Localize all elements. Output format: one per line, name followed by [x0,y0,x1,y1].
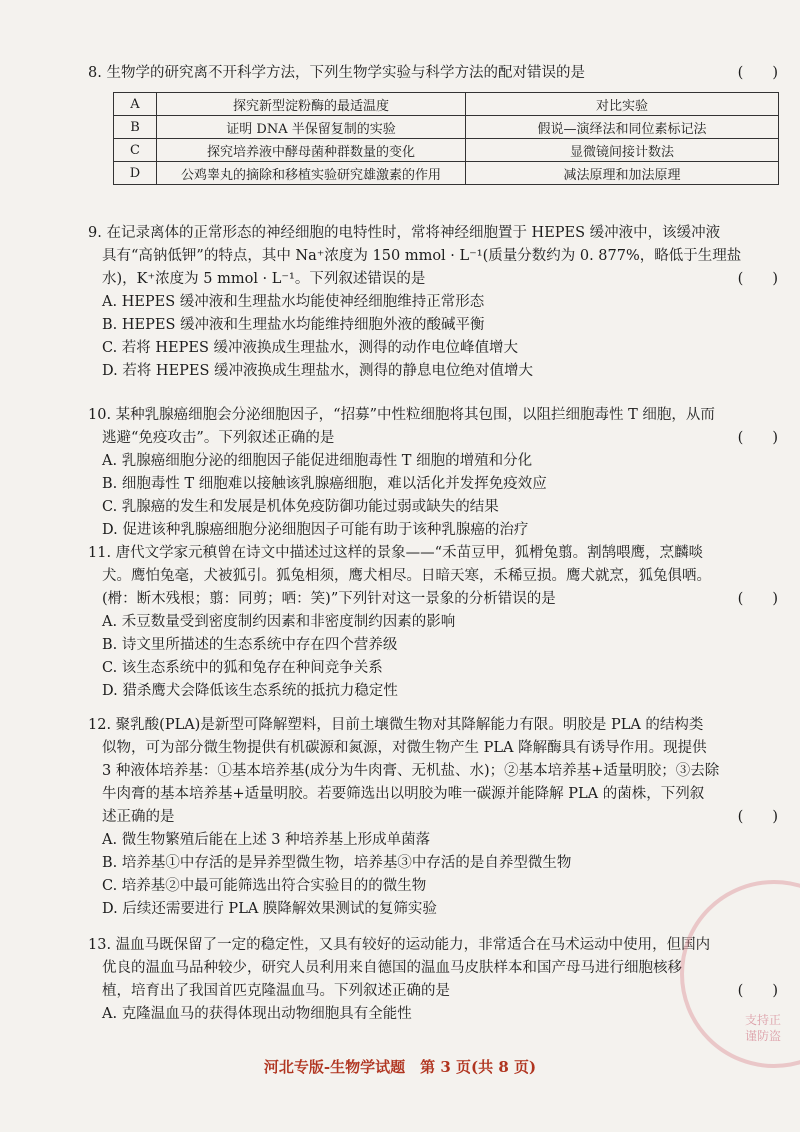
option-a: A. HEPES 缓冲液和生理盐水均能使神经细胞维持正常形态 [102,294,485,310]
option-a: A. 微生物繁殖后能在上述 3 种培养基上形成单菌落 [102,832,431,848]
answer-bracket: ( ) [737,271,778,287]
question-11: 11. 唐代文学家元稹曾在诗文中描述过这样的景象——“禾苗豆甲，狐榾兔翦。割鹄喂鹰，烹麟啖 犬。鹰怕兔毫，犬被狐引。狐兔相须，鹰犬相尽。日暗天寒，禾稀豆损。鹰犬就烹，狐兔俱哂。 (榾：断木残根；翦：同剪；哂：笑)”下列针对这一景象的分析错误的是 ( ) A. 禾豆数量受到密度制约因素和非密度制约因素的影响 B. 诗文里所描述的生态系统中存在四个营养级 C. 该生态系统中的狐和兔存在种间竞争关系 D. 猎杀鹰犬会降低该生态系统的抵抗力稳定性 [88,542,778,703]
table-row: C 探究培养液中酵母菌种群数量的变化 显微镜间接计数法 [114,139,779,162]
question-13: 13. 温血马既保留了一定的稳定性，又具有较好的运动能力，非常适合在马术运动中使用，但国内 优良的温血马品种较少，研究人员利用来自德国的温血马皮肤样本和国产母马进行细胞核移 植，培育出了我国首匹克隆温血马。下列叙述正确的是 ( ) A. 克隆温血马的获得体现出动物细胞具有全能性 [88,934,778,1026]
option-c: C. 乳腺癌的发生和发展是机体免疫防御功能过弱或缺失的结果 [102,499,499,515]
table-row: B 证明 DNA 半保留复制的实验 假说—演绎法和同位素标记法 [114,116,779,139]
option-d: D. 后续还需要进行 PLA 膜降解效果测试的复筛实验 [102,901,437,917]
option-b: B. 诗文里所描述的生态系统中存在四个营养级 [102,637,398,653]
table-row: A 探究新型淀粉酶的最适温度 对比实验 [114,93,779,116]
option-c: C. 培养基②中最可能筛选出符合实验目的的微生物 [102,878,427,894]
option-b: B. HEPES 缓冲液和生理盐水均能维持细胞外液的酸碱平衡 [102,317,485,333]
answer-bracket: ( ) [737,65,778,81]
answer-bracket: ( ) [737,983,778,999]
answer-bracket: ( ) [737,430,778,446]
stamp-text: 支持正 谨防盗 [745,1013,782,1043]
answer-bracket: ( ) [737,591,778,607]
option-a: A. 克隆温血马的获得体现出动物细胞具有全能性 [102,1006,412,1022]
option-d: D. 促进该种乳腺癌细胞分泌细胞因子可能有助于该种乳腺癌的治疗 [102,522,529,538]
answer-bracket: ( ) [737,809,778,825]
option-c: C. 该生态系统中的狐和兔存在种间竞争关系 [102,660,383,676]
option-b: B. 细胞毒性 T 细胞难以接触该乳腺癌细胞，难以活化并发挥免疫效应 [102,476,547,492]
option-c: C. 若将 HEPES 缓冲液换成生理盐水，测得的动作电位峰值增大 [102,340,519,356]
question-12: 12. 聚乳酸(PLA)是新型可降解塑料，目前土壤微生物对其降解能力有限。明胶是 PLA 的结构类 似物，可为部分微生物提供有机碳源和氮源，对微生物产生 PLA 降解酶具有诱导作用。现提供 3 种液体培养基：①基本培养基(成分为牛肉膏、无机盐、水)；②基本培养基+适量明胶；③去除 牛肉膏的基本培养基+适量明胶。若要筛选出以明胶为唯一碳源并能降解 PLA 的菌株，下列叙 述正确的是 ( ) A. 微生物繁殖后能在上述 3 种培养基上形成单菌落 B. 培养基①中存活的是异养型微生物，培养基③中存活的是自养型微生物 C. 培养基②中最可能筛选出符合实验目的的微生物 D. 后续还需要进行 PLA 膜降解效果测试的复筛实验 [88,714,778,921]
option-d: D. 猎杀鹰犬会降低该生态系统的抵抗力稳定性 [102,683,398,699]
question-8 [88,62,778,85]
page-footer: 河北专版-生物学试题 第 3 页(共 8 页) [263,1058,537,1076]
question-10: 10. 某种乳腺癌细胞会分泌细胞因子，“招募”中性粒细胞将其包围，以阻拦细胞毒性 T 细胞，从而 逃避“免疫攻击”。下列叙述正确的是 ( ) A. 乳腺癌细胞分泌的细胞因子能促进细胞毒性 T 细胞的增殖和分化 B. 细胞毒性 T 细胞难以接触该乳腺癌细胞，难以活化并发挥免疫效应 C. 乳腺癌的发生和发展是机体免疫防御功能过弱或缺失的结果 D. 促进该种乳腺癌细胞分泌细胞因子可能有助于该种乳腺癌的治疗 [88,404,778,542]
option-a: A. 禾豆数量受到密度制约因素和非密度制约因素的影响 [102,614,456,630]
option-d: D. 若将 HEPES 缓冲液换成生理盐水，测得的静息电位绝对值增大 [102,363,534,379]
question-9: 9. 在记录离体的正常形态的神经细胞的电特性时，常将神经细胞置于 HEPES 缓冲液中，该缓冲液 具有“高钠低钾”的特点，其中 Na⁺浓度为 150 mmol · L⁻¹(质量分数约为 0. 877%，略低于生理盐 水)，K⁺浓度为 5 mmol · L⁻¹。下列叙述错误的是 ( ) A. HEPES 缓冲液和生理盐水均能使神经细胞维持正常形态 B. HEPES 缓冲液和生理盐水均能维持细胞外液的酸碱平衡 C. 若将 HEPES 缓冲液换成生理盐水，测得的动作电位峰值增大 D. 若将 HEPES 缓冲液换成生理盐水，测得的静息电位绝对值增大 [88,222,778,383]
method-pairing-table [113,92,779,185]
question-8-stem: 8. 生物学的研究离不开科学方法，下列生物学实验与科学方法的配对错误的是 ( ) [88,62,778,85]
table-row: D 公鸡睾丸的摘除和移植实验研究雄激素的作用 减法原理和加法原理 [114,162,779,185]
option-b: B. 培养基①中存活的是异养型微生物，培养基③中存活的是自养型微生物 [102,855,572,871]
option-a: A. 乳腺癌细胞分泌的细胞因子能促进细胞毒性 T 细胞的增殖和分化 [102,453,533,469]
